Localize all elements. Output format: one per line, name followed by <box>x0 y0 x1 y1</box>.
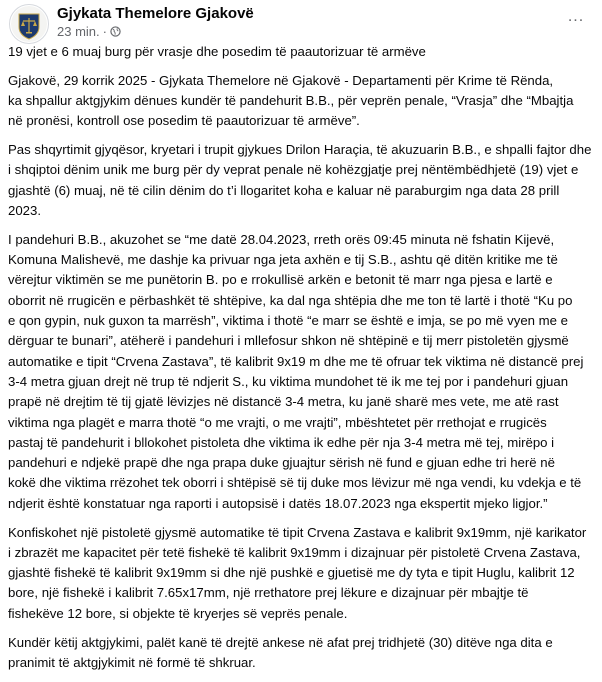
text-line: 3-4 metra gjuan drejt në trup të ndjerit S., ku viktima mundohet të ik me tej por i pandehuri gjuan <box>8 373 569 389</box>
text-line: 19 vjet e 6 muaj burg për vrasje dhe posedim të paautorizuar të armëve <box>8 44 426 59</box>
text-line: vërejtur viktimën se me punëtorin B. po e rrokullisë arkën e betonit të marr nga pjesa e lartë e <box>8 272 553 288</box>
text-line: fishekëve 12 bore, si objekte të kryerjes së veprës penale. <box>8 605 348 621</box>
text-line: Kundër këtij aktgjykimi, palët kanë të drejtë ankese në afat prej tridhjetë (30) ditëve nga dita e <box>8 634 553 650</box>
globe-icon[interactable] <box>110 26 121 37</box>
post-time[interactable]: 23 min. <box>57 24 100 39</box>
text-line: pastaj të pandehurit i bllokohet pistoleta dhe viktima ik edhe për nja 3-4 metra më tej, mirëpo i <box>8 434 555 450</box>
page-name[interactable]: Gjykata Themelore Gjakovë <box>57 5 254 22</box>
text-line: pandehuri e ndjekë prapë dhe nga prapa duke gjuajtur sërish në fund e gjuan edhe tri herë në <box>8 455 555 471</box>
text-line: në pronësi, kontroll ose posedim të paautorizuar të armëve”. <box>8 113 360 129</box>
text-line: pranimit të aktgjykimit në formë të shkruar. <box>8 654 256 670</box>
post-meta <box>57 24 121 39</box>
text-line: automatike e tipit “Crvena Zastava”, të kalibrit 9x19 m dhe me të ofruar tek viktima në distancë prej <box>8 353 584 369</box>
post-paragraph <box>8 71 596 132</box>
text-line: Komuna Malishevë, me dashje ka privuar nga jeta axhën e tij S.B., ashtu që ditën kritike me të <box>8 252 558 268</box>
post-text <box>8 42 596 682</box>
text-line: gjashtë (6) muaj, në të cilin dënim do t’i llogaritet koha e kaluar në paraburgim nga data 28 prill <box>8 182 560 198</box>
post-headline <box>8 42 596 62</box>
text-line: oborrit në rrugicën e përbashkët të shtëpive, ka dal nga shtëpia dhe me ton të lartë i thotë “Ku po <box>8 292 573 308</box>
post-paragraph <box>8 230 596 514</box>
text-line: prapë në drejtim të tij gjatë lëvizjes në distancë 3-4 metra, ku janë sharë mes vete, me atë rast <box>8 394 559 410</box>
text-line: Pas shqyrtimit gjyqësor, kryetari i trupit gjykues Drilon Haraçia, të akuzuarin B.B., e shpalli fajtor dhe <box>8 142 592 158</box>
post-paragraph <box>8 140 596 221</box>
text-line: 2023. <box>8 203 42 219</box>
more-options-button[interactable]: ... <box>567 8 585 25</box>
text-line: kokë dhe viktima rrëzohet tek oborri i shtëpisë së tij duke mos lëvizur më nga vendi, ku vdekja e të <box>8 475 582 491</box>
text-line: Gjakovë, 29 korrik 2025 - Gjykata Themelore në Gjakovë - Departamenti për Krime të Rënda, <box>8 72 554 88</box>
court-logo-icon <box>10 5 48 43</box>
text-line: i shqiptoi dënim unik me burg për dy veprat penale në kohëzgjatje prej nëntëmbëdhjetë (19) vjet e <box>8 162 579 178</box>
text-line: i zbrazët me kapacitet për tetë fishekë të kalibrit 9x19mm i dizajnuar për pistoletë Crvena Zastava, <box>8 544 581 560</box>
text-line: gjashtë fishekë të kalibrit 9x19mm si dhe një pushkë e gjuetisë me dy tyta e tipit Huglu, kalibrit 12 <box>8 565 575 581</box>
text-line: I pandehuri B.B., akuzohet se “me datë 28.04.2023, rreth orës 09:45 minuta në fshatin Kijevë, <box>8 231 555 247</box>
text-line: ka shpallur aktgjykim dënues kundër të pandehurit B.B., për veprën penale, “Vrasja” dhe “Mbajtja <box>8 93 574 109</box>
text-line: ndjerit është konstatuar nga raporti i autopsisë i datës 18.07.2023 nga ekspertit mjeko ligjor.” <box>8 495 548 511</box>
text-line: Konfiskohet një pistoletë gjysmë automatike të tipit Crvena Zastava e kalibrit 9x19mm, një karikator <box>8 524 587 540</box>
post-header <box>0 0 602 48</box>
text-line: bore, një fishekë i kalibrit 7.65x17mm, një rrethatore prej lëkure e dizajnuar për mbajtje të <box>8 585 529 601</box>
meta-separator: · <box>102 24 107 39</box>
text-line: e qon gypin, nuk guxon ta marrësh”, viktima i thotë “e marr se është e imja, se po më vyen me e <box>8 313 568 329</box>
page-avatar[interactable] <box>9 4 49 44</box>
text-line: viktima nga plagët e marra thotë “o me vrajti, o me vrajti”, mbështetet për rrethojat e rrugicës <box>8 414 547 430</box>
post-paragraph <box>8 633 596 674</box>
text-line: dërguar te bunari”, atëherë i pandehuri i mllefosur shkon në shtëpinë e tij merr pistoletën gjysmë <box>8 333 569 349</box>
